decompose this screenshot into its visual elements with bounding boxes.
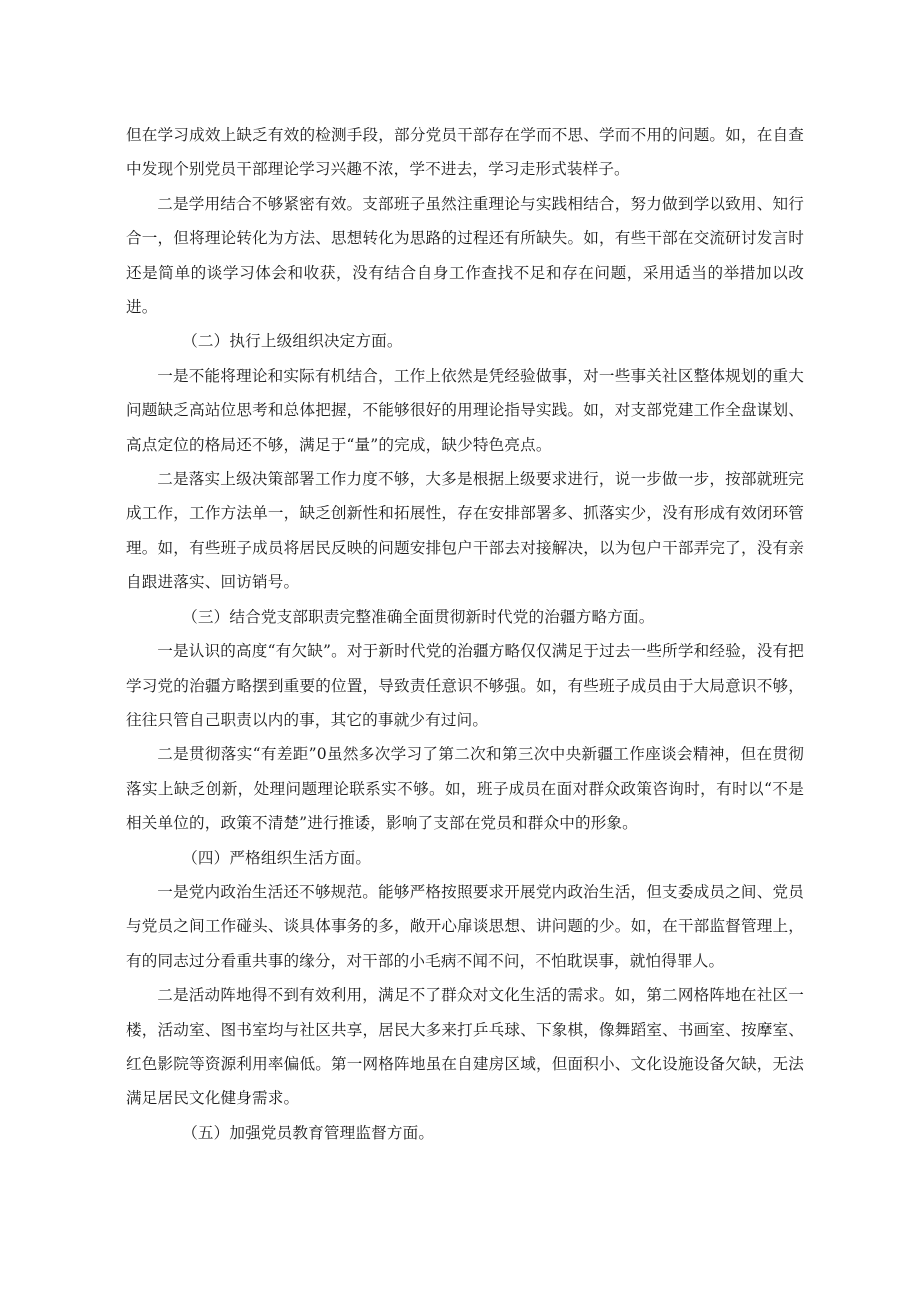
section-heading-2: （二）执行上级组织决定方面。 xyxy=(182,332,403,351)
paragraph-continuation: 但在学习成效上缺乏有效的检测手段，部分党员干部存在学而不思、学而不用的问题。如，在自查中发现个别党员干部理论学习兴趣不浓，学不进去，学习走形式装样子。 xyxy=(126,126,804,179)
paragraph-activity-venue: 二是活动阵地得不到有效利用，满足不了群众对文化生活的需求。如，第二网格阵地在社区一楼，活动室、图书室均与社区共享，居民大多来打乒乓球、下象棋，像舞蹈室、书画室、按摩室、红色影院等资源利用率偏低。第一网格阵地虽在自建房区域，但面积小、文化设施设备欠缺，无法满足居民文化健身需求。 xyxy=(126,986,804,1108)
section-heading-4: （四）严格组织生活方面。 xyxy=(182,848,372,867)
paragraph-implementation: 二是落实上级决策部署工作力度不够，大多是根据上级要求进行，说一步做一步，按部就班完成工作，工作方法单一，缺乏创新性和拓展性，存在安排部署多、抓落实少，没有形成有效闭环管理。如，有些班子成员将居民反映的问题安排包户干部去对接解决，以为包户干部弄完了，没有亲自跟进落实、回访销号。 xyxy=(126,470,804,592)
paragraph-theory-practice: 一是不能将理论和实际有机结合，工作上依然是凭经验做事，对一些事关社区整体规划的重大问题缺乏高站位思考和总体把握，不能够很好的用理论指导实践。如，对支部党建工作全盘谋划、高点定位的格局还不够，满足于“量”的完成，缺少特色亮点。 xyxy=(126,366,804,454)
section-heading-3: （三）结合党支部职责完整准确全面贯彻新时代党的治疆方略方面。 xyxy=(182,607,655,626)
paragraph-execution-gap: 二是贯彻落实“有差距”0虽然多次学习了第二次和第三次中央新疆工作座谈会精神，但在贯彻落实上缺乏创新，处理问题理论联系实不够。如，班子成员在面对群众政策咨询时，有时以“不是相关单位的，政策不清楚”进行推诿，影响了支部在党员和群众中的形象。 xyxy=(126,745,804,833)
paragraph-study-application: 二是学用结合不够紧密有效。支部班子虽然注重理论与实践相结合，努力做到学以致用、知行合一，但将理论转化为方法、思想转化为思路的过程还有所缺失。如，有些干部在交流研讨发言时还是简单的谈学习体会和收获，没有结合自身工作查找不足和存在问题，采用适当的举措加以改进。 xyxy=(126,194,804,317)
section-heading-5: （五）加强党员教育管理监督方面。 xyxy=(182,1123,435,1142)
paragraph-awareness: 一是认识的高度“有欠缺”。对于新时代党的治疆方略仅仅满足于过去一些所学和经验，没有把学习党的治疆方略摆到重要的位置，导致责任意识不够强。如，有些班子成员由于大局意识不够，往往只管自己职责以内的事，其它的事就少有过问。 xyxy=(126,642,804,729)
paragraph-political-life: 一是党内政治生活还不够规范。能够严格按照要求开展党内政治生活，但支委成员之间、党员与党员之间工作碰头、谈具体事务的多，敞开心扉谈思想、讲问题的少。如，在干部监督管理上，有的同志过分看重共事的缘分，对干部的小毛病不闻不问，不怕耽误事，就怕得罪人。 xyxy=(126,882,804,970)
document-body xyxy=(126,118,804,1150)
